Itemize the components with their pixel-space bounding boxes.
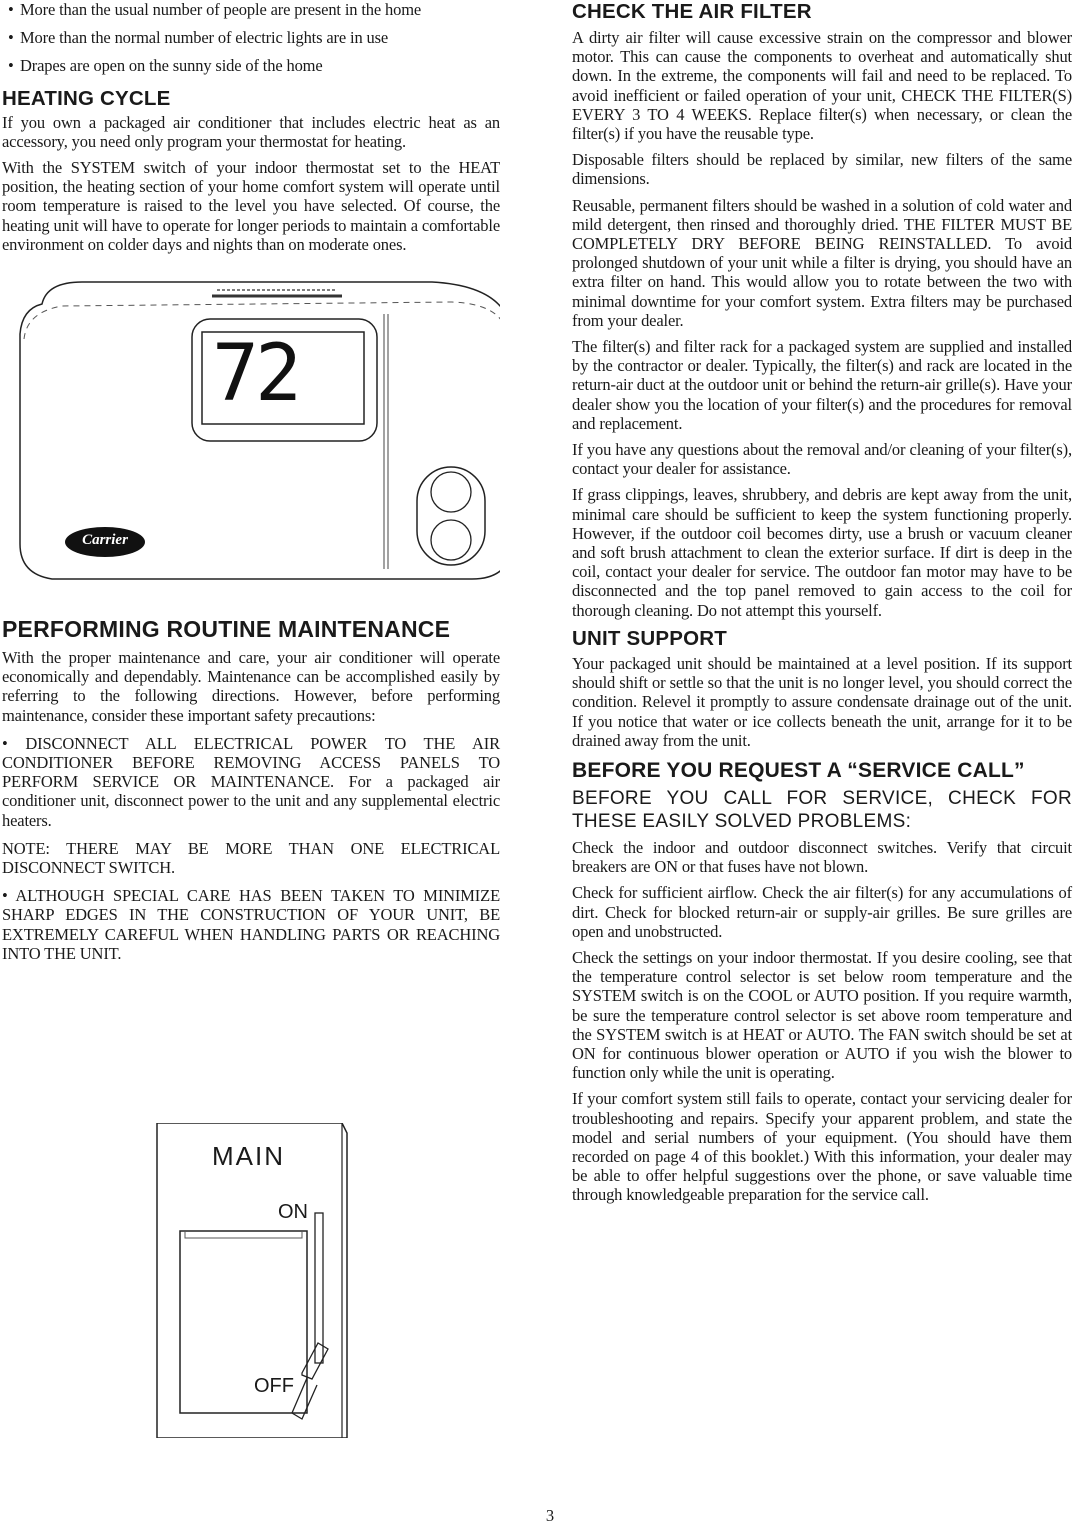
control-button-down [431,520,471,560]
switch-off-label: OFF [254,1375,294,1398]
control-housing [417,467,485,565]
bullet-item: • More than the normal number of electric lights are in use [8,28,389,48]
bullet-text: More than the normal number of electric lights are in use [20,28,389,48]
switch-title: MAIN [212,1141,285,1172]
bullet-item: • Drapes are open on the sunny side of the home [8,56,323,76]
filter-paragraph: If grass clippings, leaves, shrubbery, and debris are kept away from the unit, minimal care should be sufficient to keep the system functioning properly. However, if the outdoor coil becomes dirty, use a brush or vacuum cleaner and soft brush attachment to clean the exterior surface. If dirt is deep in the coil, contact your dealer for service. The outdoor fan motor may have to be disconnected and the top panel removed to gain access to the coil for thorough cleaning. Do not attempt this yourself. [572,485,1072,620]
support-paragraph: Your packaged unit should be maintained at a level position. If its support should shift or settle so that the unit is no longer level, you should correct the condition. Relevel it promptly to assure condensate drainage out of the unit. If you notice that water or ice collects beneath the unit, arrange for it to be drained away from the unit. [572,653,1072,750]
air-filter-heading: CHECK THE AIR FILTER [572,0,812,23]
heating-paragraph: With the SYSTEM switch of your indoor thermostat set to the HEAT position, the heating section of your home comfort system will operate until room temperature is raised to the level you have selected. Of course, the heating unit will have to operate for longer periods to maintain a comfortable environment on colder days and nights than on moderate ones. [2,158,500,254]
service-paragraph: Check for sufficient airflow. Check the air filter(s) for any accumulations of dirt. Check for blocked return-air or supply-air grilles. Be sure grilles are open and unobstructed. [572,883,1072,941]
service-call-heading: BEFORE YOU REQUEST A “SERVICE CALL” [572,758,1025,782]
bullet-text: Drapes are open on the sunny side of the home [20,56,323,76]
bullet-dot: • [2,733,26,753]
bullet-text: More than the usual number of people are present in the home [20,0,422,19]
filter-paragraph: Reusable, permanent filters should be washed in a solution of cold water and mild detergent, then rinsed and thoroughly dried. THE FILTER MUST BE COMPLETELY DRY BEFORE BEING REINSTALLED. To avoid prolonged shutdown of your unit while a filter is drying, you should have an extra filter on hand. This would allow you to rotate between the two with minimal downtime for your comfort system. Extra filters may be purchased from your dealer. [572,195,1072,330]
service-paragraph: Check the indoor and outdoor disconnect switches. Verify that circuit breakers are ON or that fuses have not blown. [572,837,1072,877]
maintenance-bullet-text: ALTHOUGH SPECIAL CARE HAS BEEN TAKEN TO MINIMIZE SHARP EDGES IN THE CONSTRUCTION OF YOUR UNIT, BE EXTREMELY CAREFUL WHEN HANDLING PARTS OR REACHING INTO THE UNIT. [2,886,500,963]
service-subheading: BEFORE YOU CALL FOR SERVICE, CHECK FOR THESE EASILY SOLVED PROBLEMS: [572,787,1072,832]
disconnect-switch-illustration [2,1123,500,1438]
switch-on-label: ON [278,1201,308,1224]
maintenance-note: NOTE: THERE MAY BE MORE THAN ONE ELECTRICAL DISCONNECT SWITCH. [2,838,500,878]
filter-paragraph: If you have any questions about the removal and/or cleaning of your filter(s), contact your dealer for assistance. [572,440,1072,479]
maintenance-bullet [2,886,500,963]
heating-paragraph: If you own a packaged air conditioner that includes electric heat as an accessory, you need only program your thermostat for heating. [2,112,500,151]
filter-paragraph: Disposable filters should be replaced by similar, new filters of the same dimensions. [572,150,1072,189]
bullet-item: • More than the usual number of people are present in the home [8,0,422,19]
switch-slot [315,1213,323,1363]
service-paragraph: If your comfort system still fails to operate, contact your servicing dealer for troubleshooting and repairs. Specify your apparent problem, and state the model and serial numbers of your equipment. (You should have them recorded on page 4 of this booklet.) With this information, your dealer may be able to offer helpful suggestions over the phone, or save valuable time through knowledgeable preparation for the service call. [572,1089,1072,1205]
maintenance-paragraph: With the proper maintenance and care, your air conditioner will operate economically and dependably. Maintenance can be accomplished easily by referring to the following directions. However, before performing maintenance, consider these important safety precautions: [2,648,500,725]
maintenance-bullet-text: DISCONNECT ALL ELECTRICAL POWER TO THE AIR CONDITIONER BEFORE REMOVING ACCESS PANELS TO PERFORM SERVICE OR MAINTENANCE. For a packaged air conditioner unit, disconnect power to the unit and any supplemental electric heaters. [2,733,501,830]
right-column [572,0,1072,1205]
heating-cycle-heading: HEATING CYCLE [2,86,171,110]
filter-paragraph: The filter(s) and filter rack for a packaged system are supplied and installed by the contractor or dealer. Typically, the filter(s) and rack are located in the return-air duct at the outdoor unit or behind the return-air grille(s). Have your dealer show you the location of your filter(s) and the procedures for removal and replacement. [572,337,1072,433]
thermostat-brand-text: Carrier [82,532,128,549]
control-button-up [431,472,471,512]
page-number: 3 [545,1506,555,1525]
switch-door-lip [185,1231,302,1238]
thermostat-display-value: 72 [212,329,298,420]
service-paragraph: Check the settings on your indoor thermostat. If you desire cooling, see that the temperature control selector is set below room temperature and the SYSTEM switch is on the COOL or AUTO position. If you require warmth, be sure the temperature control selector is set above room temperature and the SYSTEM switch is at HEAT or AUTO. The FAN switch should be set at ON for continuous blower operation or AUTO if you wish the blower to function only while the unit is operating. [572,947,1072,1083]
maintenance-bullet [2,734,500,830]
thermostat-illustration [2,274,500,594]
thermostat-top-vents [212,290,342,296]
unit-support-heading: UNIT SUPPORT [572,626,728,650]
filter-paragraph: A dirty air filter will cause excessive strain on the compressor and blower motor. This can cause the components to overheat and automatically shut down. In the extreme, the components will fail and need to be replaced. To avoid inefficient or failed operation of your unit, CHECK THE FILTER(S) EVERY 3 TO 4 WEEKS. Replace filter(s) when necessary, or clean the filter(s) if you have the reusable type. [572,28,1072,144]
maintenance-heading: PERFORMING ROUTINE MAINTENANCE [2,616,451,643]
left-column [2,0,500,1438]
bullet-dot: • [2,886,16,906]
